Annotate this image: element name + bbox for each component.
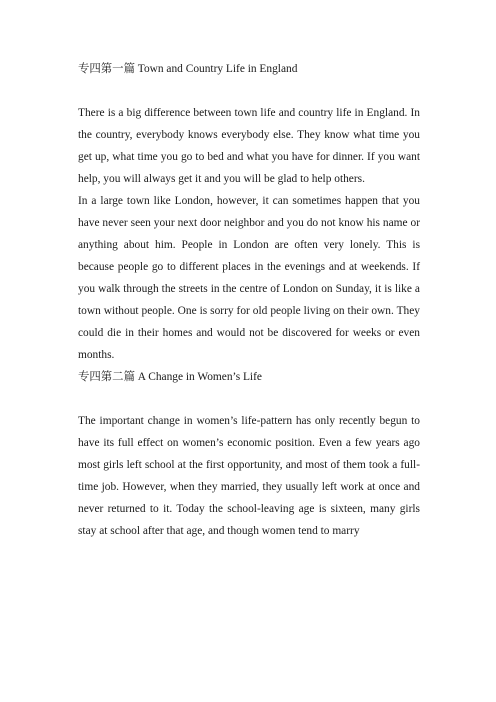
section-2: [78, 366, 420, 542]
paragraph: There is a big difference between town life and country life in England. In the country, everybody knows everybody else. They know what time you get up, what time you go to bed and what you have for dinner. If you want help, you will always get it and you will be glad to help others.: [78, 107, 420, 185]
section-1: [78, 58, 420, 366]
document-body: [78, 58, 420, 542]
blank-line: [78, 80, 420, 102]
section-heading: 专四第二篇 A Change in Women’s Life: [78, 371, 262, 383]
blank-line: [78, 388, 420, 410]
section-heading: 专四第一篇 Town and Country Life in England: [78, 63, 298, 75]
paragraph: The important change in women’s life-pattern has only recently begun to have its full effect on women’s economic position. Even a few years ago most girls left school at the first opportunity, and most of them took a full-time job. However, when they married, they usually left work at once and never returned to it. Today the school-leaving age is sixteen, many girls stay at school after that age, and though women tend to marry: [78, 415, 420, 537]
paragraph: In a large town like London, however, it can sometimes happen that you have never seen your next door neighbor and you do not know his name or anything about him. People in London are often very lonely. This is because people go to different places in the evenings and at weekends. If you walk through the streets in the centre of London on Sunday, it is like a town without people. One is sorry for old people living on their own. They could die in their homes and would not be discovered for weeks or even months.: [78, 195, 420, 361]
